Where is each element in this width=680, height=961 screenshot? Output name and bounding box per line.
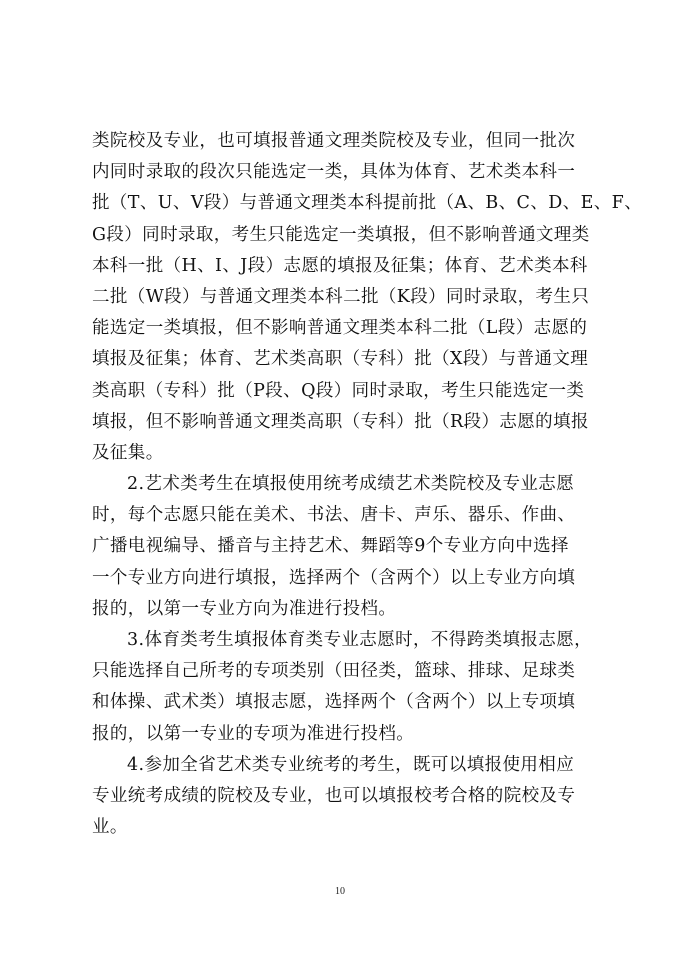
text-line: 能选定一类填报，但不影响普通文理类本科二批（L段）志愿的 (92, 318, 588, 339)
paragraph-4-start: 4.参加全省艺术类专业统考的考生，既可以填报使用相应 (127, 754, 575, 775)
text-line: 一个专业方向进行填报，选择两个（含两个）以上专业方向填 (92, 567, 576, 588)
text-line: 时，每个志愿只能在美术、书法、唐卡、声乐、器乐、作曲、 (92, 505, 576, 526)
text-line: 批（T、U、V段）与普通文理类本科提前批（A、B、C、D、E、F、 (92, 193, 643, 214)
text-line: 专业统考成绩的院校及专业，也可以填报校考合格的院校及专 (92, 785, 576, 806)
text-line: 只能选择自己所考的专项类别（田径类，篮球、排球、足球类 (92, 661, 576, 682)
text-line: 和体操、武术类）填报志愿，选择两个（含两个）以上专项填 (92, 692, 576, 713)
text-line: 内同时录取的段次只能选定一类，具体为体育、艺术类本科一 (92, 162, 576, 183)
text-line: 广播电视编导、播音与主持艺术、舞蹈等9个专业方向中选择 (92, 536, 569, 557)
body-text (92, 126, 643, 843)
paragraph-2-start: 2.艺术类考生在填报使用统考成绩艺术类院校及专业志愿 (127, 474, 575, 495)
text-line: 报的，以第一专业的专项为准进行投档。 (92, 723, 415, 744)
text-line: 二批（W段）与普通文理类本科二批（K段）同时录取，考生只 (92, 286, 590, 307)
text-line: 及征集。 (92, 442, 164, 463)
text-line: 填报，但不影响普通文理类高职（专科）批（R段）志愿的填报 (92, 411, 589, 432)
text-line: 业。 (92, 817, 128, 838)
paragraph-3-start: 3.体育类考生填报体育类专业志愿时，不得跨类填报志愿， (127, 630, 592, 650)
text-line: 报的，以第一专业方向为准进行投档。 (92, 598, 397, 619)
text-line: 类高职（专科）批（P段、Q段）同时录取，考生只能选定一类 (92, 380, 585, 401)
text-line: 填报及征集；体育、艺术类高职（专科）批（X段）与普通文理 (92, 349, 589, 370)
text-line: G段）同时录取，考生只能选定一类填报，但不影响普通文理类 (92, 224, 590, 245)
text-line: 类院校及专业，也可填报普通文理类院校及专业，但同一批次 (92, 131, 576, 151)
page-number: 10 (335, 886, 345, 897)
text-line: 本科一批（H、I、J段）志愿的填报及征集；体育、艺术类本科 (92, 255, 588, 276)
